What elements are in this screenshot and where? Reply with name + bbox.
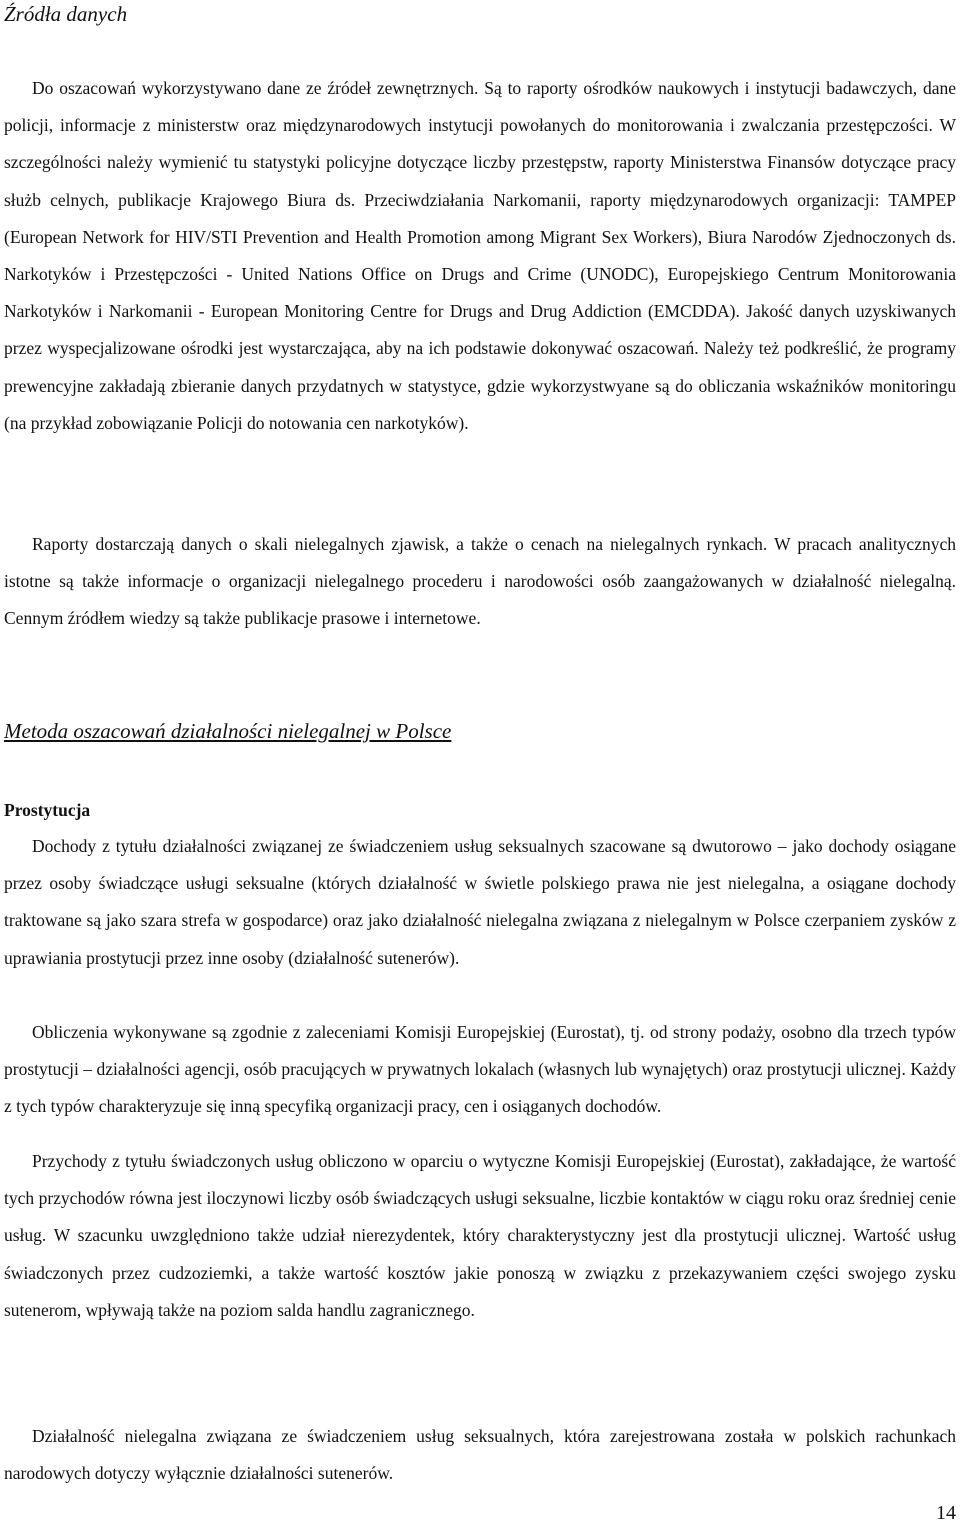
paragraph-calculations: Obliczenia wykonywane są zgodnie z zaleceniami Komisji Europejskiej (Eurostat), tj. od strony podaży, osobno dla trzech typów prostytucji – działalności agencji, osób pracujących w prywatnych lokalach (własnych lub wynajętych) oraz prostytucji ulicznej. Każdy z tych typów charakteryzuje się inną specyfiką organizacji pracy, cen i osiąganych dochodów. [4,1022,956,1117]
paragraph-sources: Do oszacowań wykorzystywano dane ze źródeł zewnętrznych. Są to raporty ośrodków naukowych i instytucji badawczych, dane policji, informacje z ministerstw oraz międzynarodowych instytucji powołanych do monitorowania i zwalczania przestępczości. W szczególności należy wymienić tu statystyki policyjne dotyczące liczby przestępstw, raporty Ministerstwa Finansów dotyczące pracy służb celnych, publikacje Krajowego Biura ds. Przeciwdziałania Narkomanii, raporty międzynarodowych organizacji: TAMPEP (European Network for HIV/STI Prevention and Health Promotion among Migrant Sex Workers), Biura Narodów Zjednoczonych ds. Narkotyków i Przestępczości - United Nations Office on Drugs and Crime (UNODC), Europejskiego Centrum Monitorowania Narkotyków i Narkomanii - European Monitoring Centre for Drugs and Drug Addiction (EMCDDA). Jakość danych uzyskiwanych przez wyspecjalizowane ośrodki jest wystarczająca, aby na ich podstawie dokonywać oszacowań. Należy też podkreślić, że programy prewencyjne zakładają zbieranie danych przydatnych w statystyce, gdzie wykorzystwyane są do obliczania wskaźników monitoringu (na przykład zobowiązanie Policji do notowania cen narkotyków). [4,78,956,433]
paragraph-income: Dochody z tytułu działalności związanej ze świadczeniem usług seksualnych szacowane są dwutorowo – jako dochody osiągane przez osoby świadczące usługi seksualne (których działalność w świetle polskiego prawa nie jest nielegalna, a osiągane dochody traktowane są jako szara strefa w gospodarce) oraz jako działalność nielegalna związana z nielegalnym w Polsce czerpaniem zysków z uprawiania prostytucji przez inne osoby (działalność sutenerów). [4,836,956,968]
section-heading-method: Metoda oszacowań działalności nielegalnej w Polsce [4,719,452,743]
paragraph-reports: Raporty dostarczają danych o skali nielegalnych zjawisk, a także o cenach na nielegalnych rynkach. W pracach analitycznych istotne są także informacje o organizacji nielegalnego procederu i narodowości osób zaangażowanych w działalność nielegalną. Cennym źródłem wiedzy są także publikacje prasowe i internetowe. [4,534,956,629]
subheading-prostytucja: Prostytucja [4,800,91,820]
page-number: 14 [936,1502,956,1524]
paragraph-illegal-activity: Działalność nielegalna związana ze świadczeniem usług seksualnych, która zarejestrowana została w polskich rachunkach narodowych dotyczy wyłącznie działalności sutenerów. [4,1426,956,1484]
section-heading-sources: Źródła danych [4,2,128,26]
paragraph-revenues: Przychody z tytułu świadczonych usług obliczono w oparciu o wytyczne Komisji Europejskiej (Eurostat), zakładające, że wartość tych przychodów równa jest iloczynowi liczby osób świadczących usługi seksualne, liczbie kontaktów w ciągu roku oraz średniej cenie usług. W szacunku uwzględniono także udział nierezydentek, który charakterystyczny jest dla prostytucji ulicznej. Wartość usług świadczonych przez cudzoziemki, a także wartość kosztów jakie ponoszą w związku z przekazywaniem części swojego zysku sutenerom, wpływają także na poziom salda handlu zagranicznego. [4,1151,956,1320]
